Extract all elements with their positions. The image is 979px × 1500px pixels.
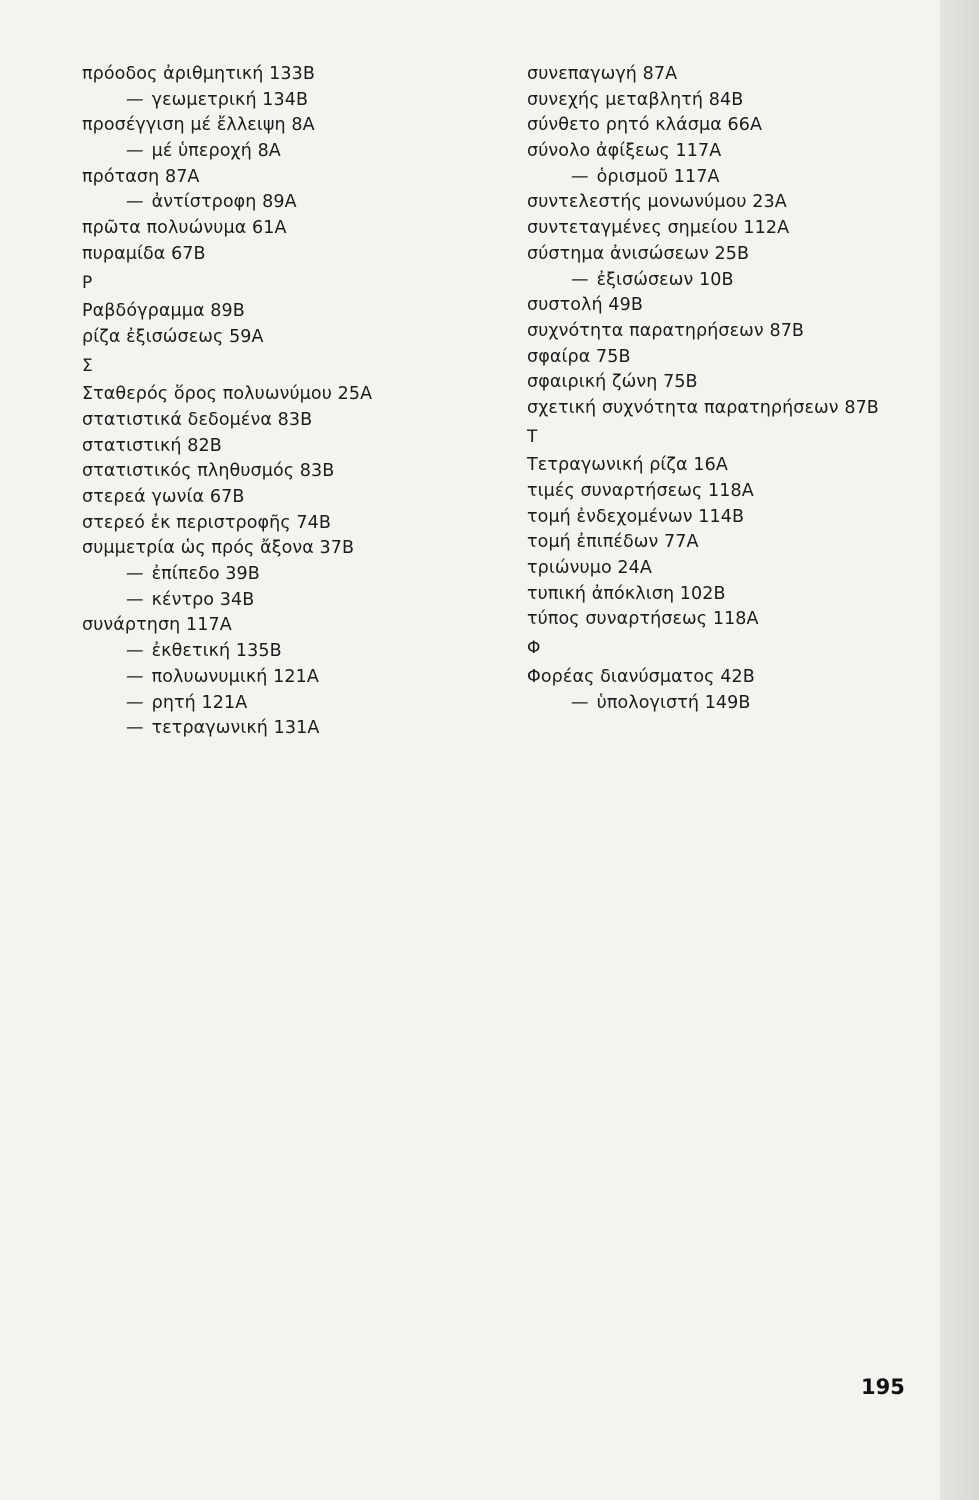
index-entry: σύνολο ἀφίξεως 117Α [527, 141, 722, 162]
subentry-text: ἀντίστροφη 89Α [151, 192, 297, 213]
index-entry: στερεό ἐκ περιστροφῆς 74Β [82, 512, 331, 533]
index-subentry [527, 268, 927, 294]
index-section-letter: Τ [527, 426, 538, 447]
index-entry: τυπική ἀπόκλιση 102Β [527, 583, 726, 604]
index-subentry [527, 691, 927, 717]
index-entry: συντεταγμένες σημείου 112Α [527, 218, 790, 239]
index-entry: σφαιρική ζώνη 75Β [527, 372, 698, 393]
page-edge-shadow [940, 0, 979, 1500]
index-entry: Φορέας διανύσματος 42Β [527, 666, 755, 687]
subentry-text: γεωμετρική 134Β [151, 89, 309, 110]
index-subentry [82, 716, 502, 742]
index-column-right [527, 62, 927, 716]
index-entry: στατιστικά δεδομένα 83Β [82, 409, 313, 430]
index-column-left [82, 62, 502, 742]
subentry-dash: — [126, 641, 144, 662]
index-entry: σφαίρα 75Β [527, 346, 631, 367]
index-entry: συστολή 49Β [527, 295, 643, 316]
subentry-dash: — [571, 166, 589, 187]
index-entry: συχνότητα παρατηρήσεων 87Β [527, 320, 805, 341]
index-entry: πρόοδος ἀριθμητική 133Β [82, 64, 315, 84]
index-entry: σχετική συχνότητα παρατηρήσεων 87Β [527, 397, 879, 418]
subentry-dash: — [126, 141, 144, 162]
index-entry: Σταθερός ὅρος πολυωνύμου 25Α [82, 384, 373, 405]
subentry-text: ἐκθετική 135Β [151, 641, 282, 662]
index-subentry [82, 88, 502, 114]
subentry-text: ἐπίπεδο 39Β [151, 564, 260, 585]
index-subentry [82, 691, 502, 717]
subentry-dash: — [126, 564, 144, 585]
index-entry: στατιστική 82Β [82, 435, 222, 456]
index-section-letter: Φ [527, 638, 541, 659]
index-entry: τύπος συναρτήσεως 118Α [527, 609, 759, 630]
subentry-text: ἐξισώσεων 10Β [596, 269, 734, 290]
index-entry: συμμετρία ὡς πρός ἄξονα 37Β [82, 538, 355, 559]
subentry-dash: — [126, 666, 144, 687]
subentry-dash: — [126, 89, 144, 110]
index-entry: προσέγγιση μέ ἔλλειψη 8Α [82, 115, 315, 136]
index-entry: τριώνυμο 24Α [527, 558, 652, 579]
index-entry: πυραμίδα 67Β [82, 243, 206, 264]
index-subentry [82, 190, 502, 216]
subentry-text: τετραγωνική 131Α [151, 718, 320, 739]
index-entry: συνάρτηση 117Α [82, 615, 232, 636]
index-entry: τομή ἐνδεχομένων 114Β [527, 506, 745, 527]
subentry-dash: — [126, 192, 144, 213]
index-entry: σύστημα ἀνισώσεων 25Β [527, 243, 750, 264]
subentry-text: πολυωνυμική 121Α [151, 666, 319, 687]
subentry-dash: — [571, 692, 589, 713]
index-entry: συνεχής μεταβλητή 84Β [527, 89, 744, 110]
subentry-text: ὑπολογιστή 149Β [596, 692, 751, 713]
index-entry: τομή ἐπιπέδων 77Α [527, 532, 699, 553]
index-entry: στερεά γωνία 67Β [82, 487, 245, 507]
subentry-text: κέντρο 34Β [151, 589, 255, 610]
subentry-text: ρητή 121Α [151, 692, 248, 713]
index-section-letter: Ρ [82, 272, 93, 293]
subentry-text: ὁρισμοῦ 117Α [596, 166, 720, 187]
subentry-dash: — [126, 692, 144, 713]
index-entry: στατιστικός πληθυσμός 83Β [82, 461, 335, 482]
subentry-dash: — [126, 589, 144, 610]
index-entry: Τετραγωνική ρίζα 16Α [527, 455, 728, 476]
page-number: 195 [861, 1375, 905, 1399]
index-entry: σύνθετο ρητό κλάσμα 66Α [527, 115, 763, 136]
index-entry: Ραβδόγραμμα 89Β [82, 301, 245, 322]
index-subentry [82, 665, 502, 691]
index-entry: συντελεστής μονωνύμου 23Α [527, 192, 787, 213]
index-entry: ρίζα ἐξισώσεως 59Α [82, 326, 264, 347]
subentry-dash: — [571, 269, 589, 290]
index-entry: συνεπαγωγή 87Α [527, 64, 678, 84]
index-entry: τιμές συναρτήσεως 118Α [527, 481, 754, 501]
index-subentry [82, 139, 502, 165]
index-subentry [527, 165, 927, 191]
index-entry: πρόταση 87Α [82, 166, 200, 187]
index-subentry [82, 588, 502, 614]
index-entry: πρῶτα πολυώνυμα 61Α [82, 218, 287, 239]
subentry-dash: — [126, 718, 144, 739]
index-section-letter: Σ [82, 355, 93, 376]
subentry-text: μέ ὑπεροχή 8Α [151, 141, 281, 162]
index-subentry [82, 562, 502, 588]
index-subentry [82, 639, 502, 665]
